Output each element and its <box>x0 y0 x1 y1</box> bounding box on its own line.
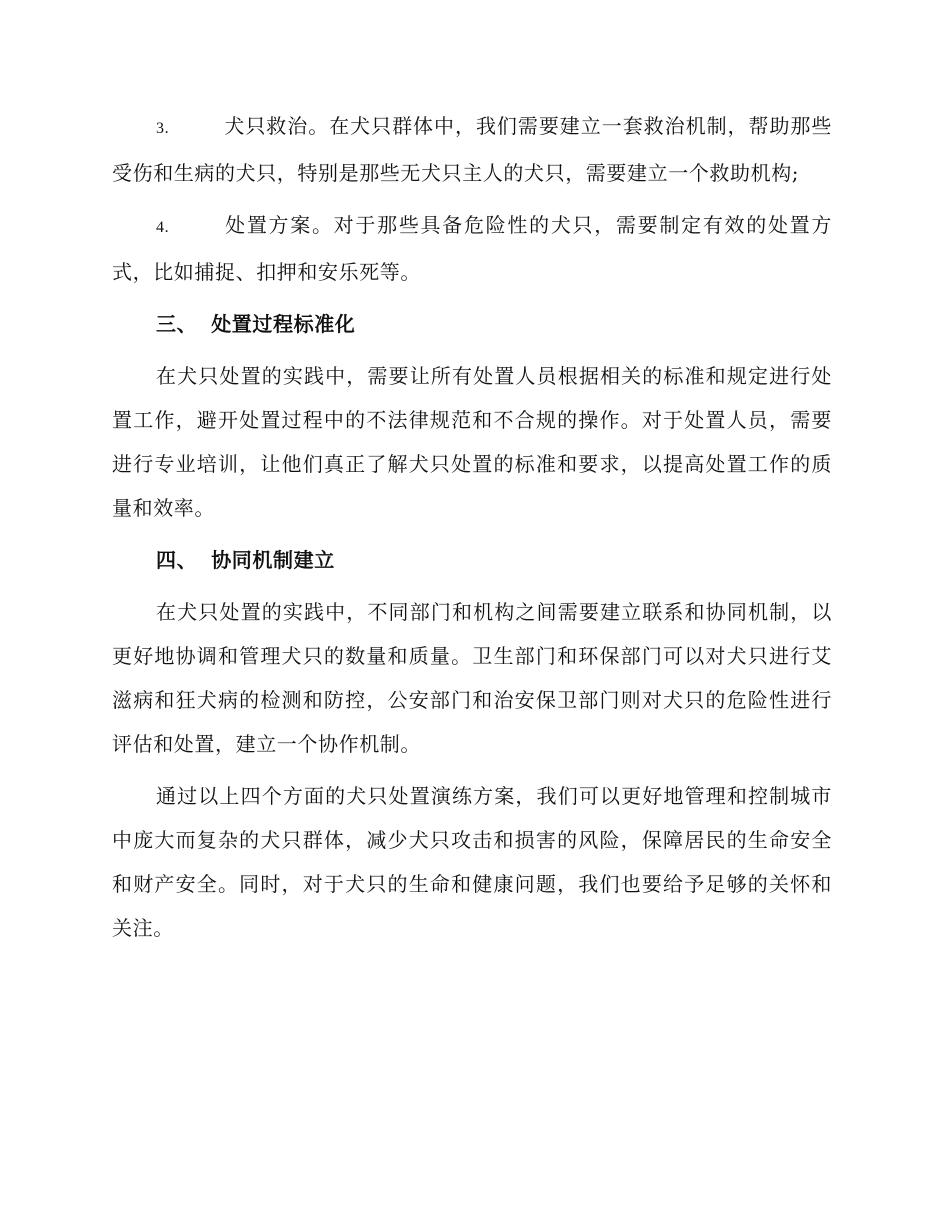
paragraph: 在犬只处置的实践中，不同部门和机构之间需要建立联系和协同机制，以更好地协调和管理犬只的数量和质量。卫生部门和环保部门可以对犬只进行艾滋病和狂犬病的检测和防控，公安部门和治安保卫部门则对犬只的危险性进行评估和处置，建立一个协作机制。 <box>112 600 832 756</box>
section-number: 三、 <box>156 312 198 336</box>
list-item-text: 犬只救治。在犬只群体中，我们需要建立一套救治机制，帮助那些受伤和生病的犬只，特别是那些无犬只主人的犬只，需要建立一个救助机构; <box>112 114 832 185</box>
section-heading-4 <box>112 538 832 582</box>
list-item-3 <box>112 104 832 195</box>
list-item-text: 处置方案。对于那些具备危险性的犬只，需要制定有效的处置方式，比如捕捉、扣押和安乐死等。 <box>112 213 832 284</box>
section-title: 处置过程标准化 <box>211 312 356 336</box>
document-content <box>112 104 832 958</box>
list-item-number: 3. <box>156 120 170 137</box>
list-item-4 <box>112 203 832 294</box>
section-title: 协同机制建立 <box>211 548 335 572</box>
paragraph: 通过以上四个方面的犬只处置演练方案，我们可以更好地管理和控制城市中庞大而复杂的犬只群体，减少犬只攻击和损害的风险，保障居民的生命安全和财产安全。同时，对于犬只的生命和健康问题，我们也要给予足够的关怀和关注。 <box>112 784 832 940</box>
section-heading-3 <box>112 302 832 346</box>
list-item-number: 4. <box>156 219 170 236</box>
section-number: 四、 <box>156 548 198 572</box>
paragraph: 在犬只处置的实践中，需要让所有处置人员根据相关的标准和规定进行处置工作，避开处置过程中的不法律规范和不合规的操作。对于处置人员，需要进行专业培训，让他们真正了解犬只处置的标准和要求，以提高处置工作的质量和效率。 <box>112 364 832 520</box>
